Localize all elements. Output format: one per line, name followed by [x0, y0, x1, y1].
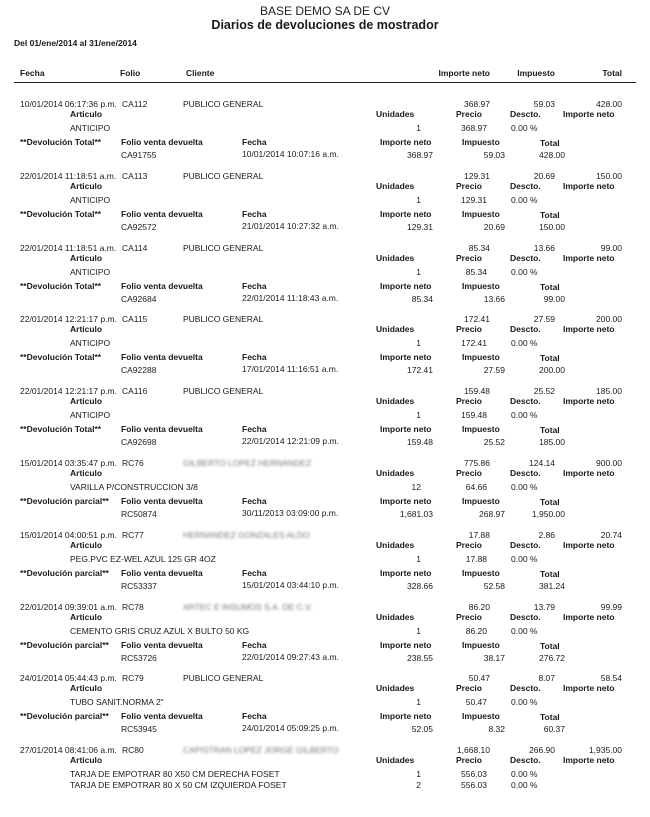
devolucion-impuesto: 13.66 [483, 294, 505, 304]
record-impuesto: 8.07 [538, 673, 555, 683]
devolucion-importe-label: Importe neto [380, 209, 432, 219]
item-precio: 129.31 [461, 195, 487, 205]
item-articulo: ANTICIPO [70, 123, 111, 133]
item-header-unidades: Unidades [376, 396, 415, 406]
devolucion-impuesto-label: Impuesto [462, 137, 500, 147]
record-fecha: 22/01/2014 12:21:17 p.m. [20, 314, 117, 324]
record-folio: RC78 [122, 602, 144, 612]
devolucion-importe-neto: 1,681.03 [399, 509, 433, 519]
record-cliente: PUBLICO GENERAL [183, 673, 264, 683]
devolucion-total-label: Total [540, 210, 560, 220]
item-descto: 0.00 % [511, 697, 538, 707]
record-total: 150.00 [596, 171, 622, 181]
devolucion-folio: RC53337 [121, 581, 157, 591]
devolucion-fecha: 24/01/2014 05:09:25 p.m. [242, 723, 339, 733]
item-precio: 85.34 [465, 267, 487, 277]
devolucion-folio: CA92698 [121, 437, 157, 447]
devolucion-importe-neto: 172.41 [407, 365, 433, 375]
item-header-descto: Descto. [510, 755, 541, 765]
record-total: 99.99 [600, 602, 622, 612]
item-header-precio: Precio [456, 612, 482, 622]
record-total: 1,935.00 [588, 745, 622, 755]
devolucion-impuesto: 59.03 [483, 150, 505, 160]
devolucion-impuesto: 8.32 [488, 724, 505, 734]
record-fecha: 22/01/2014 12:21:17 p.m. [20, 386, 117, 396]
record-impuesto: 20.69 [533, 171, 555, 181]
devolucion-importe-label: Importe neto [380, 496, 432, 506]
record-cliente: ARTEC E INSUMOS S.A. DE C.V. [183, 602, 313, 612]
item-header-importe-neto: Importe neto [563, 683, 615, 693]
record-folio: CA115 [122, 314, 148, 324]
devolucion-fecha-label: Fecha [242, 281, 267, 291]
item-precio: 159.48 [461, 410, 487, 420]
item-header-descto: Descto. [510, 324, 541, 334]
item-header-unidades: Unidades [376, 755, 415, 765]
devolucion-folio: RC50874 [121, 509, 157, 519]
record-fecha: 27/01/2014 08:41:06 a.m. [20, 745, 117, 755]
devolucion-folio-label: Folio venta devuelta [121, 568, 203, 578]
devolucion-importe-neto: 85.34 [411, 294, 433, 304]
devolucion-tipo: **Devolución parcial** [20, 711, 109, 721]
item-header-unidades: Unidades [376, 468, 415, 478]
item-articulo: CEMENTO GRIS CRUZ AZUL X BULTO 50 KG [70, 626, 250, 636]
item-precio: 368.97 [461, 123, 487, 133]
devolucion-folio: RC53726 [121, 653, 157, 663]
item-header-precio: Precio [456, 755, 482, 765]
devolucion-impuesto: 27.59 [483, 365, 505, 375]
devolucion-folio: CA91755 [121, 150, 157, 160]
devolucion-folio-label: Folio venta devuelta [121, 137, 203, 147]
devolucion-impuesto-label: Impuesto [462, 352, 500, 362]
record-importe-neto: 368.97 [464, 99, 490, 109]
record-folio: CA114 [122, 243, 148, 253]
item-header-precio: Precio [456, 253, 482, 263]
column-header-folio: Folio [120, 68, 141, 78]
item-header-articulo: Articulo [70, 181, 103, 191]
devolucion-importe-neto: 238.55 [407, 653, 433, 663]
record-fecha: 15/01/2014 03:35:47 p.m. [20, 458, 117, 468]
record-total: 200.00 [596, 314, 622, 324]
column-header-impuesto: Impuesto [517, 68, 555, 78]
record-importe-neto: 50.47 [468, 673, 490, 683]
return-record [0, 314, 650, 386]
record-total: 185.00 [596, 386, 622, 396]
item-descto: 0.00 % [511, 195, 538, 205]
item-header-unidades: Unidades [376, 540, 415, 550]
item-header-unidades: Unidades [376, 324, 415, 334]
devolucion-total: 1,950.00 [531, 509, 565, 519]
devolucion-fecha-label: Fecha [242, 424, 267, 434]
item-articulo: TARJA DE EMPOTRAR 80 X50 CM DERECHA FOSET [70, 769, 280, 779]
item-header-precio: Precio [456, 540, 482, 550]
record-importe-neto: 86.20 [468, 602, 490, 612]
item-descto: 0.00 % [511, 554, 538, 564]
return-record [0, 745, 650, 817]
item-unidades: 2 [416, 780, 421, 790]
item-header-precio: Precio [456, 468, 482, 478]
record-fecha: 22/01/2014 09:39:01 a.m. [20, 602, 117, 612]
devolucion-impuesto: 25.52 [483, 437, 505, 447]
record-importe-neto: 85.34 [468, 243, 490, 253]
devolucion-importe-label: Importe neto [380, 711, 432, 721]
record-folio: RC76 [122, 458, 144, 468]
devolucion-total: 99.00 [543, 294, 565, 304]
header-divider [14, 82, 636, 83]
item-precio: 64.66 [465, 482, 487, 492]
item-descto: 0.00 % [511, 123, 538, 133]
item-articulo: TUBO SANIT.NORMA 2" [70, 697, 164, 707]
devolucion-importe-label: Importe neto [380, 640, 432, 650]
record-fecha: 15/01/2014 04:00:51 p.m. [20, 530, 117, 540]
record-folio: RC79 [122, 673, 144, 683]
item-header-articulo: Articulo [70, 683, 103, 693]
record-impuesto: 13.66 [533, 243, 555, 253]
devolucion-folio: CA92572 [121, 222, 157, 232]
record-cliente: CAPISTRAN LOPEZ JORGE GILBERTO [183, 745, 339, 755]
item-articulo: ANTICIPO [70, 410, 111, 420]
item-header-descto: Descto. [510, 396, 541, 406]
item-descto: 0.00 % [511, 482, 538, 492]
record-fecha: 10/01/2014 06:17:36 p.m. [20, 99, 117, 109]
item-unidades: 1 [416, 554, 421, 564]
item-unidades: 1 [416, 626, 421, 636]
devolucion-tipo: **Devolución Total** [20, 281, 102, 291]
devolucion-fecha-label: Fecha [242, 137, 267, 147]
devolucion-importe-neto: 52.05 [411, 724, 433, 734]
devolucion-folio: RC53945 [121, 724, 157, 734]
devolucion-tipo: **Devolución Total** [20, 209, 102, 219]
devolucion-total: 381.24 [539, 581, 565, 591]
item-header-descto: Descto. [510, 109, 541, 119]
record-folio: CA116 [122, 386, 148, 396]
devolucion-fecha: 10/01/2014 10:07:16 a.m. [242, 149, 339, 159]
devolucion-total: 428.00 [539, 150, 565, 160]
devolucion-impuesto-label: Impuesto [462, 711, 500, 721]
item-precio: 556.03 [461, 780, 487, 790]
devolucion-impuesto-label: Impuesto [462, 640, 500, 650]
devolucion-total-label: Total [540, 138, 560, 148]
item-descto: 0.00 % [511, 410, 538, 420]
report-title: Diarios de devoluciones de mostrador [211, 18, 439, 32]
item-articulo: ANTICIPO [70, 267, 111, 277]
item-header-importe-neto: Importe neto [563, 612, 615, 622]
devolucion-total-label: Total [540, 569, 560, 579]
item-header-descto: Descto. [510, 683, 541, 693]
record-folio: RC80 [122, 745, 144, 755]
company-name: BASE DEMO SA DE CV [259, 4, 391, 18]
item-header-importe-neto: Importe neto [563, 396, 615, 406]
devolucion-tipo: **Devolución parcial** [20, 640, 109, 650]
item-header-articulo: Articulo [70, 612, 103, 622]
item-unidades: 1 [416, 123, 421, 133]
item-header-unidades: Unidades [376, 253, 415, 263]
item-unidades: 1 [416, 338, 421, 348]
item-header-articulo: Articulo [70, 755, 103, 765]
item-articulo: ANTICIPO [70, 338, 111, 348]
devolucion-fecha: 15/01/2014 03:44:10 p.m. [242, 580, 339, 590]
devolucion-fecha: 21/01/2014 10:27:32 a.m. [242, 221, 339, 231]
item-header-importe-neto: Importe neto [563, 181, 615, 191]
column-header-importe-neto: Importe neto [438, 68, 490, 78]
record-impuesto: 266.90 [529, 745, 555, 755]
item-header-importe-neto: Importe neto [563, 468, 615, 478]
devolucion-folio-label: Folio venta devuelta [121, 281, 203, 291]
item-precio: 172.41 [461, 338, 487, 348]
devolucion-impuesto-label: Impuesto [462, 424, 500, 434]
report-period: Del 01/ene/2014 al 31/ene/2014 [14, 38, 137, 48]
devolucion-total-label: Total [540, 425, 560, 435]
devolucion-folio-label: Folio venta devuelta [121, 209, 203, 219]
item-descto: 0.00 % [511, 267, 538, 277]
devolucion-fecha: 30/11/2013 03:09:00 p.m. [242, 508, 339, 518]
item-articulo: ANTICIPO [70, 195, 111, 205]
devolucion-total: 276.72 [539, 653, 565, 663]
record-folio: RC77 [122, 530, 144, 540]
devolucion-impuesto: 38.17 [483, 653, 505, 663]
devolucion-importe-neto: 159.48 [407, 437, 433, 447]
devolucion-impuesto-label: Impuesto [462, 568, 500, 578]
devolucion-folio-label: Folio venta devuelta [121, 711, 203, 721]
record-total: 428.00 [596, 99, 622, 109]
record-importe-neto: 1,668.10 [456, 745, 490, 755]
devolucion-impuesto: 20.69 [483, 222, 505, 232]
item-header-unidades: Unidades [376, 683, 415, 693]
devolucion-folio-label: Folio venta devuelta [121, 496, 203, 506]
item-unidades: 1 [416, 697, 421, 707]
record-total: 99.00 [600, 243, 622, 253]
item-descto: 0.00 % [511, 769, 538, 779]
devolucion-importe-label: Importe neto [380, 281, 432, 291]
item-header-articulo: Articulo [70, 540, 103, 550]
record-cliente: PUBLICO GENERAL [183, 171, 264, 181]
item-header-unidades: Unidades [376, 181, 415, 191]
devolucion-total: 185.00 [539, 437, 565, 447]
record-fecha: 22/01/2014 11:18:51 a.m. [20, 243, 117, 253]
return-record [0, 171, 650, 243]
record-impuesto: 2.86 [538, 530, 555, 540]
record-cliente: PUBLICO GENERAL [183, 99, 264, 109]
column-header-cliente: Cliente [186, 68, 215, 78]
record-cliente: PUBLICO GENERAL [183, 243, 264, 253]
item-unidades: 1 [416, 267, 421, 277]
devolucion-impuesto: 268.97 [479, 509, 505, 519]
devolucion-importe-label: Importe neto [380, 137, 432, 147]
item-header-precio: Precio [456, 324, 482, 334]
devolucion-tipo: **Devolución parcial** [20, 496, 109, 506]
devolucion-fecha-label: Fecha [242, 209, 267, 219]
record-total: 58.54 [600, 673, 622, 683]
devolucion-fecha-label: Fecha [242, 711, 267, 721]
devolucion-tipo: **Devolución parcial** [20, 568, 109, 578]
item-header-descto: Descto. [510, 540, 541, 550]
column-header-total: Total [602, 68, 622, 78]
record-importe-neto: 775.86 [464, 458, 490, 468]
devolucion-total: 200.00 [539, 365, 565, 375]
item-precio: 556.03 [461, 769, 487, 779]
column-header-fecha: Fecha [20, 68, 45, 78]
devolucion-fecha-label: Fecha [242, 496, 267, 506]
devolucion-fecha: 22/01/2014 12:21:09 p.m. [242, 436, 339, 446]
return-record [0, 243, 650, 315]
devolucion-fecha-label: Fecha [242, 352, 267, 362]
record-cliente: PUBLICO GENERAL [183, 314, 264, 324]
record-impuesto: 13.79 [533, 602, 555, 612]
devolucion-importe-neto: 328.66 [407, 581, 433, 591]
item-unidades: 12 [411, 482, 421, 492]
record-importe-neto: 17.88 [468, 530, 490, 540]
item-header-importe-neto: Importe neto [563, 109, 615, 119]
item-header-articulo: Articulo [70, 109, 103, 119]
record-fecha: 22/01/2014 11:18:51 a.m. [20, 171, 117, 181]
record-cliente: HERNANDEZ GONZALES ALDO [183, 530, 310, 540]
item-header-articulo: Articulo [70, 253, 103, 263]
item-header-articulo: Articulo [70, 324, 103, 334]
item-header-articulo: Articulo [70, 468, 103, 478]
record-total: 20.74 [600, 530, 622, 540]
record-folio: CA113 [122, 171, 148, 181]
record-importe-neto: 129.31 [464, 171, 490, 181]
item-header-importe-neto: Importe neto [563, 324, 615, 334]
devolucion-fecha: 17/01/2014 11:16:51 a.m. [242, 364, 339, 374]
item-descto: 0.00 % [511, 338, 538, 348]
record-cliente: GILBERTO LOPEZ HERNANDEZ [183, 458, 312, 468]
devolucion-total-label: Total [540, 641, 560, 651]
record-importe-neto: 172.41 [464, 314, 490, 324]
item-header-unidades: Unidades [376, 612, 415, 622]
devolucion-importe-neto: 368.97 [407, 150, 433, 160]
item-header-precio: Precio [456, 109, 482, 119]
item-unidades: 1 [416, 195, 421, 205]
item-articulo: PEG.PVC EZ-WEL AZUL 125 GR 4OZ [70, 554, 216, 564]
item-header-precio: Precio [456, 683, 482, 693]
item-header-unidades: Unidades [376, 109, 415, 119]
return-record [0, 673, 650, 745]
return-record [0, 602, 650, 674]
item-header-articulo: Articulo [70, 396, 103, 406]
item-header-descto: Descto. [510, 181, 541, 191]
record-fecha: 24/01/2014 05:44:43 p.m. [20, 673, 117, 683]
record-impuesto: 27.59 [533, 314, 555, 324]
devolucion-tipo: **Devolución Total** [20, 137, 102, 147]
devolucion-folio: CA92288 [121, 365, 157, 375]
item-precio: 86.20 [465, 626, 487, 636]
devolucion-folio-label: Folio venta devuelta [121, 424, 203, 434]
devolucion-importe-label: Importe neto [380, 568, 432, 578]
devolucion-folio-label: Folio venta devuelta [121, 352, 203, 362]
item-precio: 50.47 [465, 697, 487, 707]
devolucion-total-label: Total [540, 282, 560, 292]
item-precio: 17.88 [465, 554, 487, 564]
devolucion-tipo: **Devolución Total** [20, 352, 102, 362]
item-articulo: TARJA DE EMPOTRAR 80 X 50 CM IZQUIERDA FOSET [70, 780, 287, 790]
item-header-precio: Precio [456, 181, 482, 191]
item-unidades: 1 [416, 410, 421, 420]
devolucion-importe-label: Importe neto [380, 352, 432, 362]
devolucion-importe-neto: 129.31 [407, 222, 433, 232]
record-impuesto: 59.03 [533, 99, 555, 109]
devolucion-fecha-label: Fecha [242, 640, 267, 650]
devolucion-folio: CA92684 [121, 294, 157, 304]
return-record [0, 530, 650, 602]
item-header-descto: Descto. [510, 468, 541, 478]
devolucion-total: 60.37 [543, 724, 565, 734]
item-header-precio: Precio [456, 396, 482, 406]
record-cliente: PUBLICO GENERAL [183, 386, 264, 396]
record-total: 900.00 [596, 458, 622, 468]
item-header-importe-neto: Importe neto [563, 755, 615, 765]
record-folio: CA112 [122, 99, 148, 109]
devolucion-importe-label: Importe neto [380, 424, 432, 434]
return-record [0, 99, 650, 171]
item-unidades: 1 [416, 769, 421, 779]
devolucion-total-label: Total [540, 712, 560, 722]
record-importe-neto: 159.48 [464, 386, 490, 396]
devolucion-folio-label: Folio venta devuelta [121, 640, 203, 650]
devolucion-total-label: Total [540, 497, 560, 507]
devolucion-impuesto-label: Impuesto [462, 281, 500, 291]
return-record [0, 458, 650, 530]
item-descto: 0.00 % [511, 626, 538, 636]
item-articulo: VARILLA P/CONSTRUCCION 3/8 [70, 482, 198, 492]
devolucion-total: 150.00 [539, 222, 565, 232]
devolucion-impuesto: 52.58 [483, 581, 505, 591]
devolucion-impuesto-label: Impuesto [462, 209, 500, 219]
item-header-importe-neto: Importe neto [563, 253, 615, 263]
item-descto: 0.00 % [511, 780, 538, 790]
item-header-importe-neto: Importe neto [563, 540, 615, 550]
record-impuesto: 25.52 [533, 386, 555, 396]
return-record [0, 386, 650, 458]
record-impuesto: 124.14 [529, 458, 555, 468]
devolucion-fecha-label: Fecha [242, 568, 267, 578]
devolucion-fecha: 22/01/2014 11:18:43 a.m. [242, 293, 339, 303]
devolucion-impuesto-label: Impuesto [462, 496, 500, 506]
devolucion-fecha: 22/01/2014 09:27:43 a.m. [242, 652, 339, 662]
item-header-descto: Descto. [510, 253, 541, 263]
devolucion-tipo: **Devolución Total** [20, 424, 102, 434]
item-header-descto: Descto. [510, 612, 541, 622]
devolucion-total-label: Total [540, 353, 560, 363]
